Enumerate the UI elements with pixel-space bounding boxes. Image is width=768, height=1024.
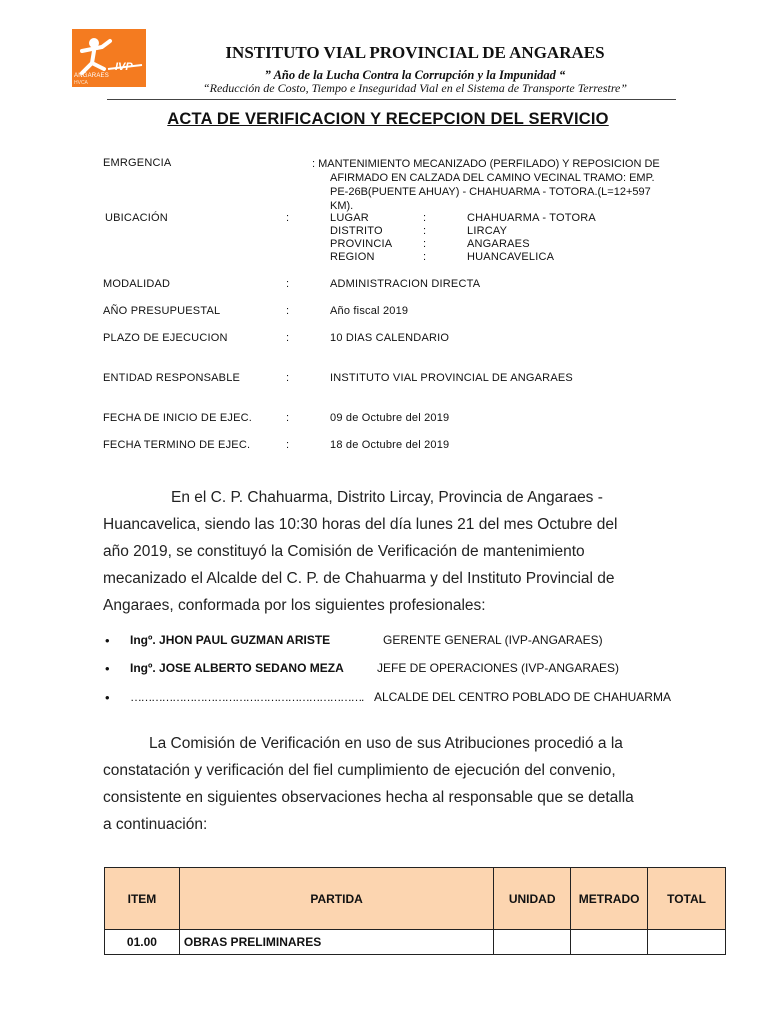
- col-header-metrado: METRADO: [571, 868, 648, 930]
- cell-unidad: [494, 930, 571, 955]
- paragraph-line: consistente en siguientes observaciones hecha al responsable que se detalla: [103, 789, 634, 806]
- budget-year-label: AÑO PRESUPUESTAL: [103, 305, 221, 317]
- bullet: •: [105, 661, 110, 676]
- location-sub-colon: :: [423, 212, 427, 224]
- paragraph-line: En el C. P. Chahuarma, Distrito Lircay, Provincia de Angaraes -: [171, 489, 603, 506]
- logo-text: IVP: [115, 61, 133, 73]
- professional-name: [130, 633, 330, 647]
- emergency-line: PE-26B(PUENTE AHUAY) - CHAHUARMA - TOTORA.(L=12+597: [330, 186, 651, 198]
- observations-paragraph: [103, 730, 673, 838]
- professional-role: GERENTE GENERAL (IVP-ANGARAES): [383, 633, 603, 647]
- end-date-colon: :: [286, 439, 290, 451]
- paragraph-line: a continuación:: [103, 816, 208, 833]
- professional-name-text: Ingº. JOSE ALBERTO SEDANO MEZA: [130, 661, 344, 675]
- bullet: •: [105, 690, 110, 705]
- logo-caption: ANGARAES: [74, 73, 109, 79]
- intro-paragraph: [103, 484, 673, 619]
- col-header-unidad: UNIDAD: [494, 868, 571, 930]
- emergency-line: KM).: [330, 200, 354, 212]
- location-sub-colon: :: [423, 225, 427, 237]
- logo-subcaption: HVCA: [74, 80, 88, 86]
- items-table: [104, 867, 726, 955]
- responsible-entity-label: ENTIDAD RESPONSABLE: [103, 372, 241, 384]
- paragraph-line: constatación y verificación del fiel cumplimiento de ejecución del convenio,: [103, 762, 616, 779]
- document-title: ACTA DE VERIFICACION Y RECEPCION DEL SERVICIO: [167, 110, 609, 128]
- mayor-signature-line: ………………………………………………………….: [130, 690, 363, 704]
- professional-name-text: Ingº. JHON PAUL GUZMAN ARISTE: [130, 633, 331, 647]
- professional-role: ALCALDE DEL CENTRO POBLADO DE CHAHUARMA: [374, 690, 671, 704]
- start-date-value: 09 de Octubre del 2019: [330, 412, 450, 424]
- budget-year-value: Año fiscal 2019: [330, 305, 409, 317]
- paragraph-line: La Comisión de Verificación en uso de sus Atribuciones procedió a la: [149, 735, 623, 752]
- budget-year-colon: :: [286, 305, 290, 317]
- end-date-value: 18 de Octubre del 2019: [330, 439, 450, 451]
- paragraph-line: mecanizado el Alcalde del C. P. de Chahuarma y del Instituto Provincial de: [103, 570, 615, 587]
- col-header-partida: PARTIDA: [179, 868, 493, 930]
- location-sub-label: PROVINCIA: [330, 238, 393, 250]
- start-date-label: FECHA DE INICIO DE EJEC.: [103, 412, 253, 424]
- execution-term-value: 10 DIAS CALENDARIO: [330, 332, 450, 344]
- location-sub-value: HUANCAVELICA: [467, 251, 555, 263]
- paragraph-line: Huancavelica, siendo las 10:30 horas del día lunes 21 del mes Octubre del: [103, 516, 618, 533]
- modality-label: MODALIDAD: [103, 278, 171, 290]
- emergency-label: EMRGENCIA: [103, 157, 172, 169]
- location-label: UBICACIÓN: [105, 212, 168, 224]
- year-motto: ” Año de la Lucha Contra la Corrupción y la Impunidad “: [264, 68, 566, 82]
- location-colon: :: [286, 212, 290, 224]
- col-header-item: ITEM: [105, 868, 180, 930]
- location-sub-label: DISTRITO: [330, 225, 383, 237]
- professional-role: JEFE DE OPERACIONES (IVP-ANGARAES): [377, 661, 620, 675]
- responsible-entity-colon: :: [286, 372, 290, 384]
- paragraph-line: Angaraes, conformada por los siguientes profesionales:: [103, 597, 486, 614]
- professional-name: [130, 661, 344, 675]
- location-sub-value: CHAHUARMA - TOTORA: [467, 212, 596, 224]
- institution-name: INSTITUTO VIAL PROVINCIAL DE ANGARAES: [225, 43, 605, 62]
- header-divider: [107, 99, 676, 100]
- location-sub-value: LIRCAY: [467, 225, 508, 237]
- table-header-row: [105, 868, 726, 930]
- location-sub-colon: :: [423, 251, 427, 263]
- modality-value: ADMINISTRACION DIRECTA: [330, 278, 481, 290]
- location-sub-colon: :: [423, 238, 427, 250]
- location-sub-label: LUGAR: [330, 212, 369, 224]
- institution-logo: [72, 29, 146, 87]
- cell-metrado: [571, 930, 648, 955]
- cell-item: 01.00: [105, 930, 180, 955]
- modality-colon: :: [286, 278, 290, 290]
- paragraph-line: año 2019, se constituyó la Comisión de Verificación de mantenimiento: [103, 543, 585, 560]
- responsible-entity-value: INSTITUTO VIAL PROVINCIAL DE ANGARAES: [330, 372, 573, 384]
- cell-partida: OBRAS PRELIMINARES: [179, 930, 493, 955]
- emergency-line: : MANTENIMIENTO MECANIZADO (PERFILADO) Y REPOSICION DE: [312, 158, 660, 170]
- end-date-label: FECHA TERMINO DE EJEC.: [103, 439, 251, 451]
- table-row: [105, 930, 726, 955]
- location-sub-value: ANGARAES: [467, 238, 530, 250]
- col-header-total: TOTAL: [648, 868, 726, 930]
- emergency-line: AFIRMADO EN CALZADA DEL CAMINO VECINAL TRAMO: EMP.: [330, 172, 655, 184]
- start-date-colon: :: [286, 412, 290, 424]
- institution-slogan: “Reducción de Costo, Tiempo e Inseguridad Vial en el Sistema de Transporte Terrestre”: [202, 81, 628, 95]
- execution-term-label: PLAZO DE EJECUCION: [103, 332, 228, 344]
- location-sub-label: REGION: [330, 251, 375, 263]
- emergency-description: [312, 157, 674, 213]
- bullet: •: [105, 633, 110, 648]
- cell-total: [648, 930, 726, 955]
- execution-term-colon: :: [286, 332, 290, 344]
